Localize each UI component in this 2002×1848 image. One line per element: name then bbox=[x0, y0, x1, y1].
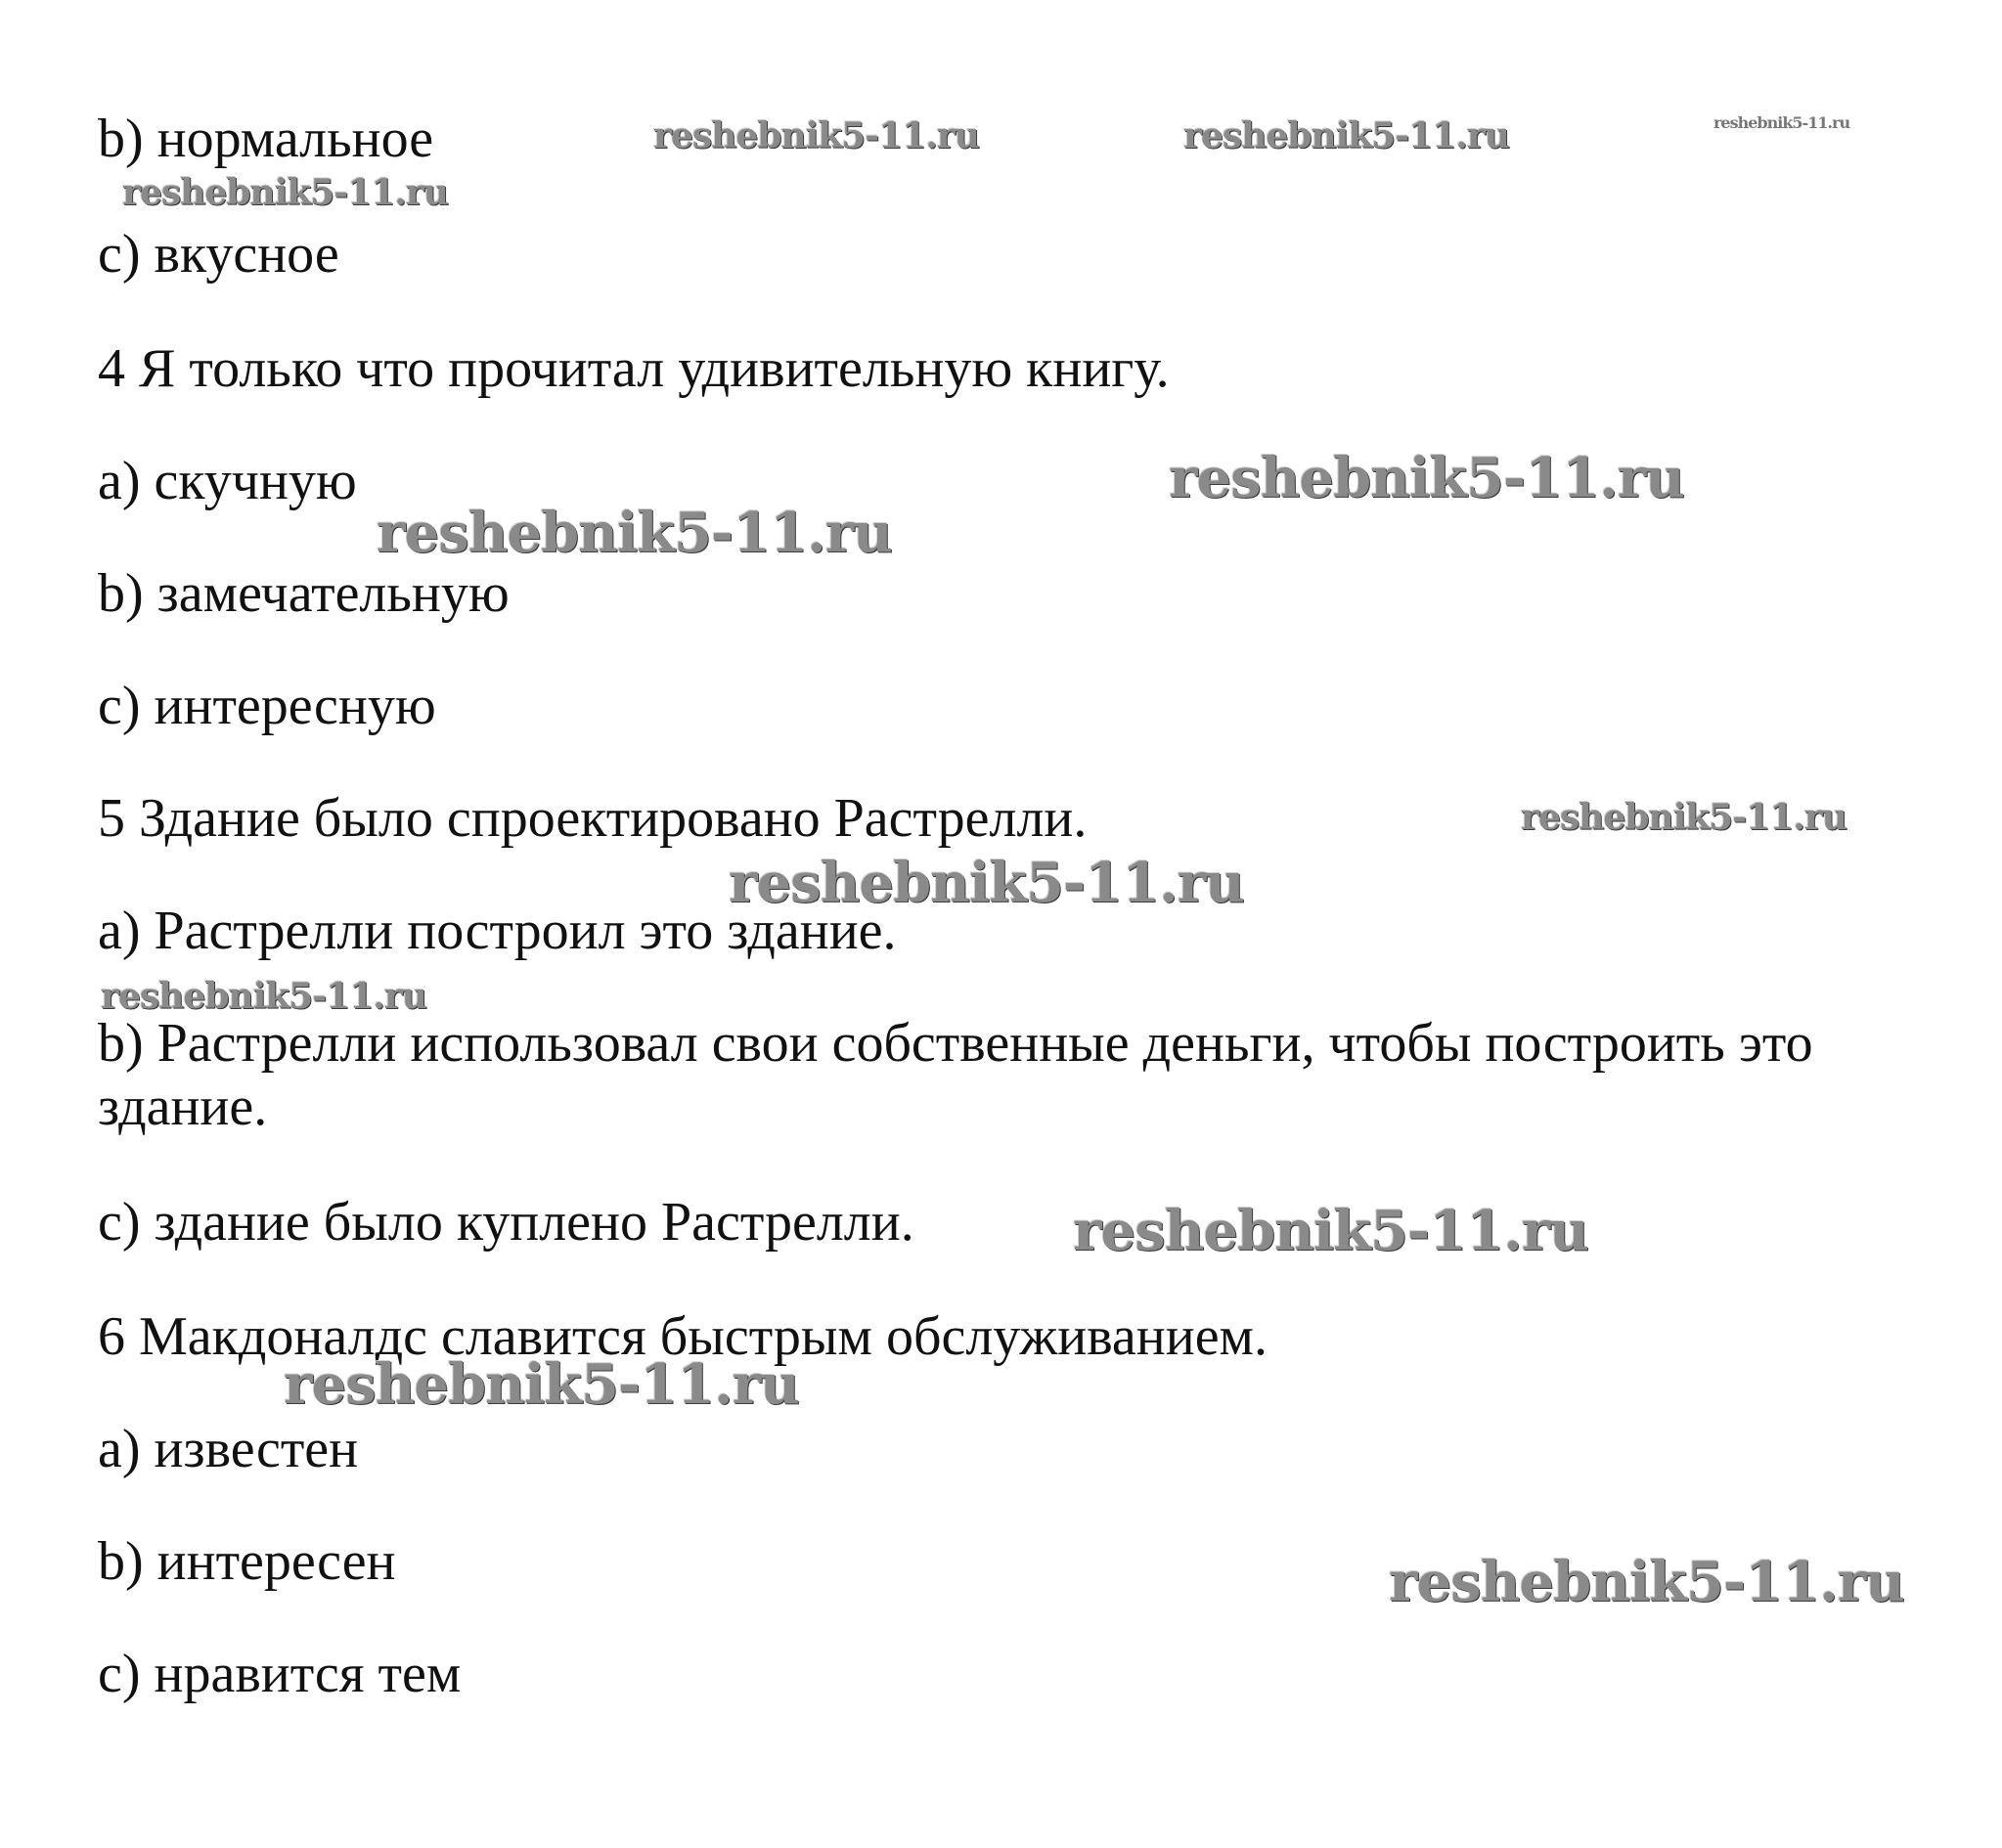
q6-option-b: b) интересен bbox=[98, 1531, 396, 1592]
watermark: reshebnik5-11.ru bbox=[122, 172, 448, 213]
watermark: reshebnik5-11.ru bbox=[1713, 113, 1850, 132]
q5-option-c: c) здание было куплено Растрелли. bbox=[98, 1192, 914, 1253]
q3-option-c: c) вкусное bbox=[98, 224, 339, 285]
watermark: reshebnik5-11.ru bbox=[1521, 797, 1846, 838]
watermark: reshebnik5-11.ru bbox=[1183, 115, 1509, 156]
q3-option-b: b) нормальное bbox=[98, 109, 434, 169]
watermark: reshebnik5-11.ru bbox=[729, 851, 1244, 915]
q5-option-b-line2: здание. bbox=[98, 1077, 268, 1137]
watermark: reshebnik5-11.ru bbox=[377, 501, 892, 565]
watermark: reshebnik5-11.ru bbox=[101, 976, 426, 1017]
q4-option-a: a) скучную bbox=[98, 451, 357, 511]
q6-option-c: c) нравится тем bbox=[98, 1644, 462, 1704]
q4-option-c: c) интересную bbox=[98, 676, 436, 736]
watermark: reshebnik5-11.ru bbox=[1389, 1550, 1904, 1614]
q6-option-a: a) известен bbox=[98, 1419, 359, 1479]
q4-option-b: b) замечательную bbox=[98, 563, 510, 624]
q6-question: 6 Макдоналдс славится быстрым обслуживанием. bbox=[98, 1306, 1268, 1367]
watermark: reshebnik5-11.ru bbox=[1169, 446, 1684, 510]
q5-option-a: a) Растрелли построил это здание. bbox=[98, 901, 897, 961]
watermark: reshebnik5-11.ru bbox=[284, 1352, 799, 1417]
q4-question: 4 Я только что прочитал удивительную книгу. bbox=[98, 338, 1170, 399]
q5-question: 5 Здание было спроектировано Растрелли. bbox=[98, 788, 1088, 849]
watermark: reshebnik5-11.ru bbox=[1073, 1199, 1588, 1263]
watermark: reshebnik5-11.ru bbox=[653, 115, 979, 156]
q5-option-b-line1: b) Растрелли использовал свои собственные деньги, чтобы построить это bbox=[98, 1013, 1813, 1074]
